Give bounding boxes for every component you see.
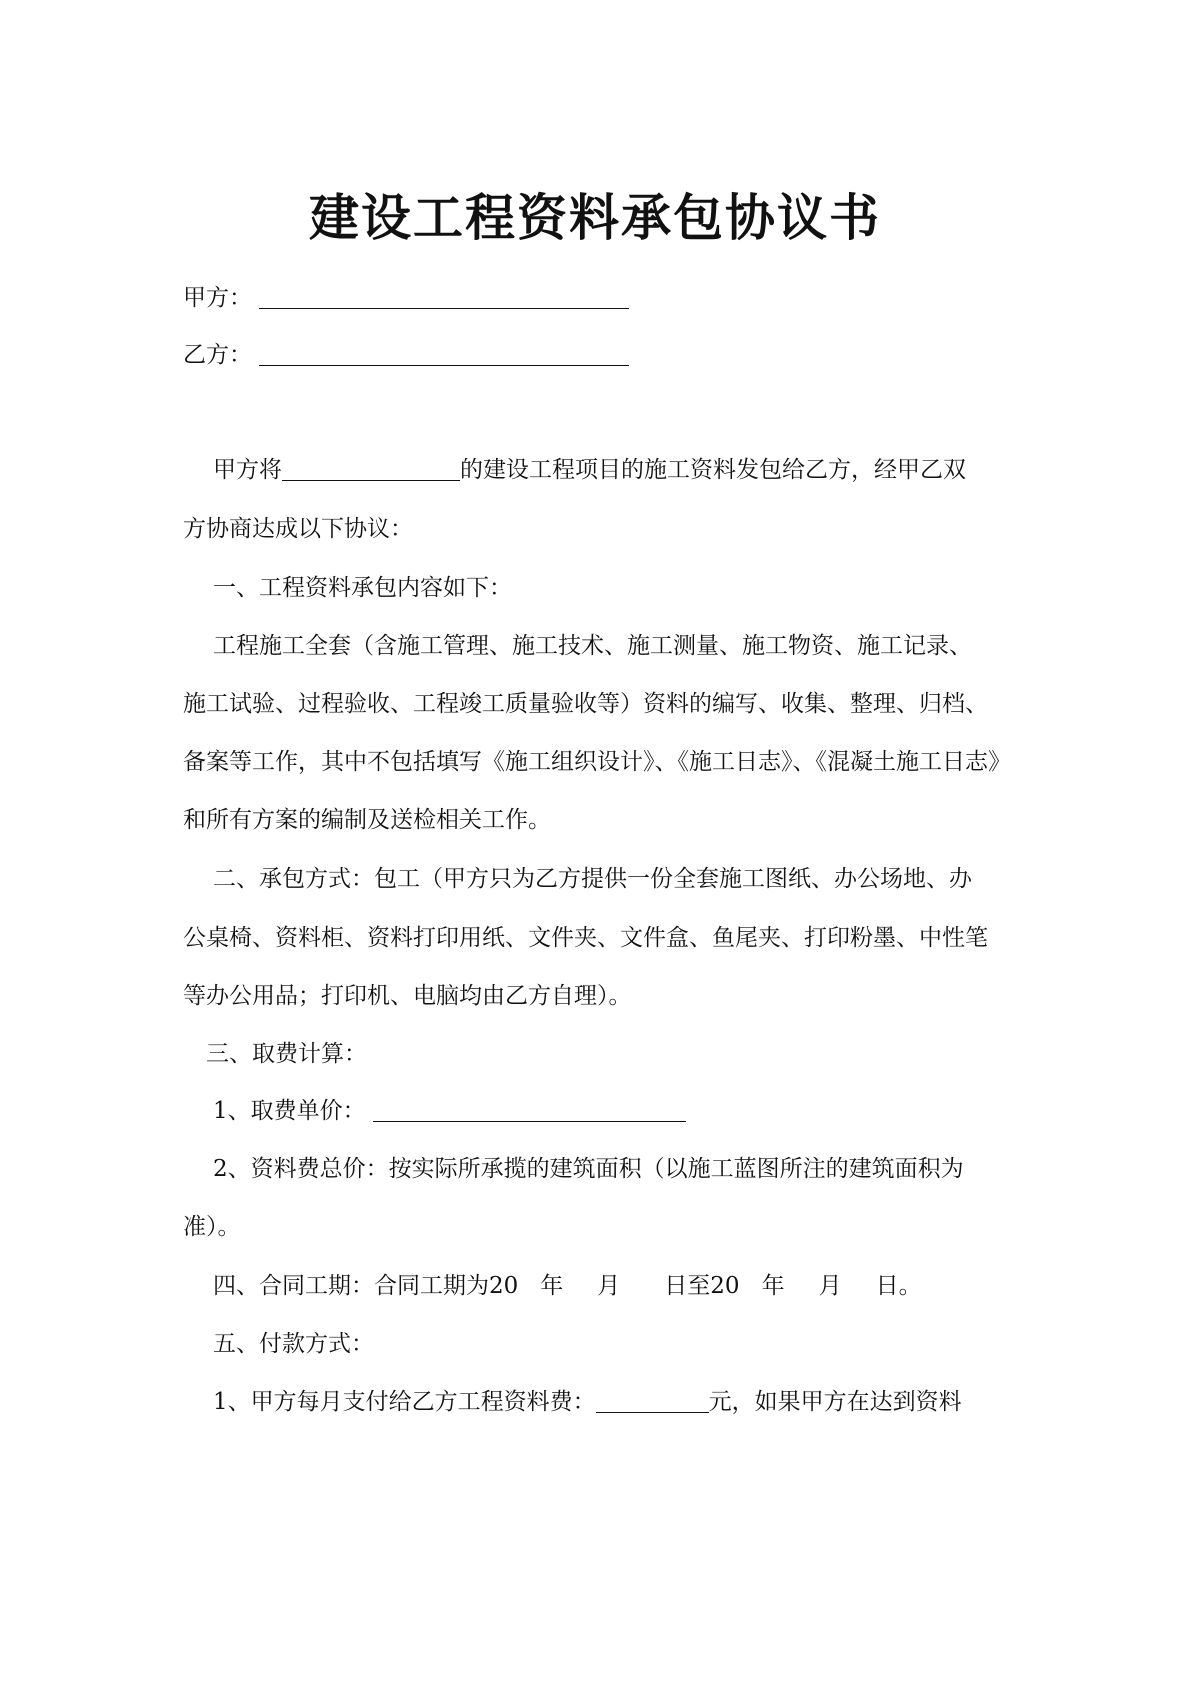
party-a-label: 甲方： <box>183 285 252 311</box>
section1-line-4: 和所有方案的编制及送检相关工作。 <box>183 807 551 833</box>
project-name-blank[interactable] <box>282 456 460 481</box>
section3-item2-line-1: 2、资料费总价：按实际所承揽的建筑面积（以施工蓝图所注的建筑面积为 <box>213 1156 964 1182</box>
section3-heading: 三、取费计算： <box>206 1041 367 1067</box>
section2-line-3: 等办公用品；打印机、电脑均由乙方自理）。 <box>183 983 632 1009</box>
section1-line-2: 施工试验、过程验收、工程竣工质量验收等）资料的编写、收集、整理、归档、 <box>183 691 988 717</box>
monthly-fee-blank[interactable] <box>596 1388 709 1413</box>
unit-price-label: 1、取费单价： <box>213 1098 366 1124</box>
section1-line-1: 工程施工全套（含施工管理、施工技术、施工测量、施工物资、施工记录、 <box>213 633 972 659</box>
party-b-blank[interactable] <box>259 341 629 366</box>
section4-row <box>213 1271 1053 1301</box>
section2-line-2: 公桌椅、资料柜、资料打印用纸、文件夹、文件盒、鱼尾夹、打印粉墨、中性笔 <box>183 925 988 951</box>
section1-heading: 一、工程资料承包内容如下： <box>213 575 512 601</box>
period-prefix: 四、合同工期：合同工期为20 <box>213 1273 519 1299</box>
section2-line-1: 二、承包方式：包工（甲方只为乙方提供一份全套施工图纸、办公场地、办 <box>213 866 972 892</box>
intro-after: 的建设工程项目的施工资料发包给乙方，经甲乙双 <box>460 457 966 483</box>
period-year-1: 年 <box>540 1273 564 1299</box>
intro-before: 甲方将 <box>213 457 282 483</box>
period-month-1: 月 <box>597 1273 621 1299</box>
section1-line-3: 备案等工作，其中不包括填写《施工组织设计》、《施工日志》、《混凝土施工日志》 <box>183 749 1011 775</box>
period-year-2: 年 <box>761 1273 785 1299</box>
intro-line-1 <box>213 455 966 485</box>
section3-item2-line-2: 准）。 <box>183 1214 241 1240</box>
unit-price-blank[interactable] <box>373 1097 686 1122</box>
section3-item1-row <box>213 1096 1053 1126</box>
party-b-label: 乙方： <box>183 342 252 368</box>
intro-line-2: 方协商达成以下协议： <box>183 516 413 542</box>
party-a-row <box>183 283 1023 313</box>
period-month-2: 月 <box>818 1273 842 1299</box>
party-b-row <box>183 340 1023 370</box>
period-day-end: 日。 <box>875 1273 922 1299</box>
document-title: 建设工程资料承包协议书 <box>309 188 881 247</box>
period-day-to: 日至20 <box>664 1273 740 1299</box>
section5-item1-row <box>213 1387 962 1417</box>
monthly-fee-label: 1、甲方每月支付给乙方工程资料费： <box>213 1389 596 1415</box>
monthly-fee-after: 元，如果甲方在达到资料 <box>708 1389 962 1415</box>
party-a-blank[interactable] <box>259 284 629 309</box>
section5-heading: 五、付款方式： <box>213 1331 374 1357</box>
